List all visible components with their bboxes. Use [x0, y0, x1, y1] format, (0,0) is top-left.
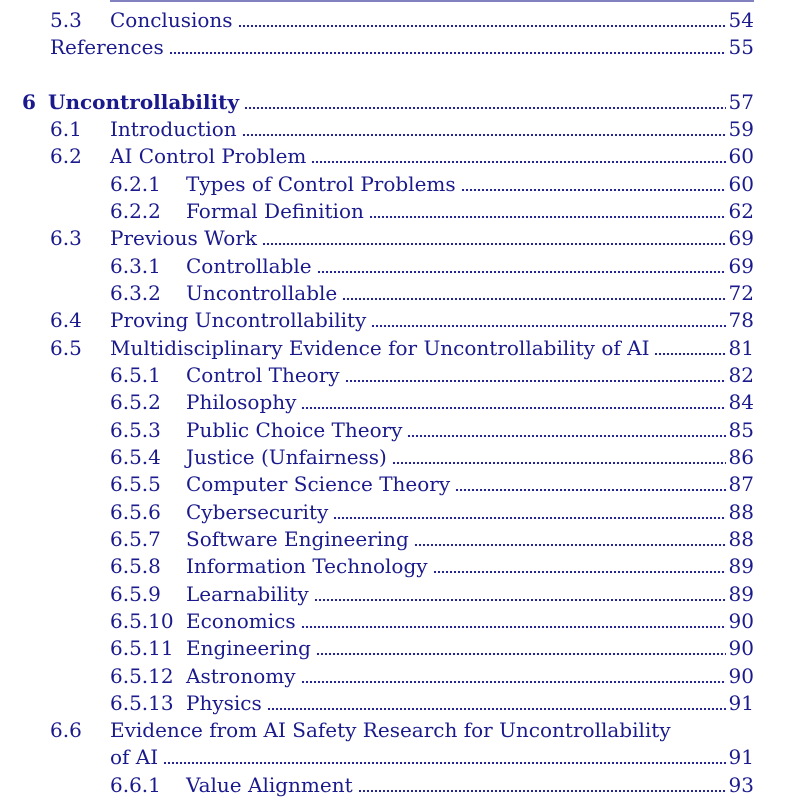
toc-entry-title: Software Engineering: [186, 527, 409, 551]
toc-entry-title: Engineering: [186, 636, 311, 660]
toc-leader-dots: [301, 681, 726, 683]
toc-entry[interactable]: [50, 4, 754, 31]
toc-entry-title: Previous Work: [110, 226, 258, 250]
toc-leader-dots: [358, 790, 726, 792]
toc-leader-dots: [316, 653, 726, 655]
toc-leader-dots: [163, 762, 725, 764]
toc-entry-page: 78: [728, 308, 754, 332]
toc-entry[interactable]: [110, 523, 754, 550]
toc-leader-dots: [392, 462, 726, 464]
toc-leader-dots: [433, 571, 726, 573]
toc-entry-number: 6.6: [50, 718, 82, 742]
toc-entry-number: 6.5.10: [110, 609, 174, 633]
toc-entry-page: 60: [728, 172, 754, 196]
toc-entry-page: 57: [728, 90, 754, 114]
toc-entry-number: 6.5.12: [110, 664, 174, 688]
toc-leader-dots: [238, 25, 726, 27]
toc-leader-dots: [333, 517, 725, 519]
toc-entry-title: Introduction: [110, 117, 237, 141]
toc-entry-title: Proving Uncontrollability: [110, 308, 367, 332]
toc-entry-page: 59: [728, 117, 754, 141]
toc-entry-title: Cybersecurity: [186, 500, 329, 524]
toc-entry-number: 6.5.6: [110, 500, 161, 524]
toc-entry-number: 6.1: [50, 117, 82, 141]
toc-entry-page: 91: [728, 691, 754, 715]
toc-leader-dots: [461, 189, 726, 191]
toc-entry-title: Multidisciplinary Evidence for Uncontrollability of AI: [110, 336, 650, 360]
toc-leader-dots: [311, 161, 725, 163]
toc-entry-number: 6.5.11: [110, 636, 174, 660]
toc-entry-number: 6.5.1: [110, 363, 161, 387]
toc-entry-title: Public Choice Theory: [186, 418, 403, 442]
toc-entry[interactable]: [110, 632, 754, 659]
toc-entry[interactable]: [50, 113, 754, 140]
toc-entry-page: 85: [728, 418, 754, 442]
toc-entry[interactable]: [110, 660, 754, 687]
toc-entry-title: Astronomy: [186, 664, 296, 688]
toc-entry[interactable]: [50, 222, 754, 249]
toc-entry-page: 55: [728, 35, 754, 59]
toc-entry[interactable]: [50, 140, 754, 167]
toc-entry-number: 6.5.7: [110, 527, 161, 551]
toc-entry-page: 90: [728, 609, 754, 633]
toc-entry-title: AI Control Problem: [110, 144, 307, 168]
toc-entry-page: 86: [728, 445, 754, 469]
toc-leader-dots: [369, 216, 726, 218]
toc-entry-number: 6.5.13: [110, 691, 174, 715]
toc-entry-title: Justice (Unfairness): [186, 445, 387, 469]
toc-entry-title: Physics: [186, 691, 262, 715]
toc-entry-title: Control Theory: [186, 363, 340, 387]
toc-entry-page: 90: [728, 636, 754, 660]
toc-entry-number: 6.5.4: [110, 445, 161, 469]
toc-entry-title: Learnability: [186, 582, 309, 606]
toc-entry[interactable]: [110, 359, 754, 386]
toc-leader-dots: [407, 435, 725, 437]
toc-entry-page: 81: [728, 336, 754, 360]
toc-entry[interactable]: [110, 687, 754, 714]
toc-entry-page: 88: [728, 500, 754, 524]
toc-entry-title: Uncontrollable: [186, 281, 338, 305]
toc-entry-title: of AI: [110, 745, 159, 769]
toc-entry[interactable]: [110, 441, 754, 468]
clipped-previous-line: [110, 0, 754, 3]
toc-leader-dots: [371, 325, 725, 327]
toc-entry-number: 6.5.3: [110, 418, 161, 442]
toc-entry[interactable]: [110, 550, 754, 577]
toc-entry-page: 62: [728, 199, 754, 223]
toc-entry-number: 6.3.2: [110, 281, 161, 305]
toc-entry-title: References: [50, 35, 164, 59]
toc-entry-page: 93: [728, 773, 754, 797]
toc-entry[interactable]: [50, 31, 754, 58]
toc-entry-number: 6.4: [50, 308, 82, 332]
toc-entry-page: 84: [728, 390, 754, 414]
toc-leader-dots: [345, 380, 726, 382]
toc-entry-number: 6.5.9: [110, 582, 161, 606]
toc-entry-number: 6.3.1: [110, 254, 161, 278]
toc-entry-title: Uncontrollability: [48, 90, 239, 114]
toc-entry[interactable]: [110, 386, 754, 413]
toc-leader-dots: [342, 298, 725, 300]
toc-entry-page: 87: [728, 472, 754, 496]
toc-entry-page: 69: [728, 254, 754, 278]
toc-entry-title: Types of Control Problems: [186, 172, 456, 196]
toc-leader-dots: [654, 353, 725, 355]
toc-entry-number: 6.5.8: [110, 554, 161, 578]
toc-entry[interactable]: [50, 741, 754, 768]
toc-leader-dots: [301, 407, 725, 409]
toc-leader-dots: [244, 107, 726, 109]
toc-entry[interactable]: [110, 769, 754, 796]
toc-entry-page: 90: [728, 664, 754, 688]
toc-entry-title: Information Technology: [186, 554, 428, 578]
toc-leader-dots: [262, 243, 726, 245]
toc-leader-dots: [317, 271, 726, 273]
toc-entry-number: 6.3: [50, 226, 82, 250]
toc-entry-number: 6.5: [50, 336, 82, 360]
toc-entry-title: Conclusions: [110, 8, 233, 32]
toc-entry-page: 72: [728, 281, 754, 305]
toc-entry[interactable]: [110, 414, 754, 441]
toc-leader-dots: [242, 134, 726, 136]
toc-entry-title: Evidence from AI Safety Research for Uncontrollability: [110, 718, 671, 742]
toc-entry-title: Economics: [186, 609, 296, 633]
toc-entry-page: 91: [728, 745, 754, 769]
toc-leader-dots: [314, 599, 726, 601]
toc-entry-number: 6.6.1: [110, 773, 161, 797]
toc-entry[interactable]: [110, 605, 754, 632]
toc-entry-page: 88: [728, 527, 754, 551]
toc-entry[interactable]: [110, 468, 754, 495]
toc-entry-page: 69: [728, 226, 754, 250]
toc-entry[interactable]: [110, 195, 754, 222]
toc-leader-dots: [301, 626, 726, 628]
toc-leader-dots: [169, 52, 726, 54]
toc-entry-number: 6.2: [50, 144, 82, 168]
toc-entry-page: 89: [728, 582, 754, 606]
toc-entry-title: Computer Science Theory: [186, 472, 451, 496]
toc-entry[interactable]: [110, 168, 754, 195]
toc-leader-dots: [267, 708, 726, 710]
toc-entry-number: 6.5.2: [110, 390, 161, 414]
toc-entry[interactable]: [50, 304, 754, 331]
toc-leader-dots: [455, 489, 725, 491]
toc-entry[interactable]: [110, 250, 754, 277]
toc-entry-page: 89: [728, 554, 754, 578]
toc-entry[interactable]: [50, 332, 754, 359]
toc-entry-number: 6.2.2: [110, 199, 161, 223]
toc-leader-dots: [414, 544, 726, 546]
toc-entry[interactable]: [110, 496, 754, 523]
toc-entry-number: 5.3: [50, 8, 82, 32]
toc-entry-page: 60: [728, 144, 754, 168]
toc-entry-number: 6.5.5: [110, 472, 161, 496]
toc-entry-number: 6.2.1: [110, 172, 161, 196]
toc-entry-number: 6: [22, 90, 36, 114]
toc-entry-title: Formal Definition: [186, 199, 364, 223]
toc-entry-title: Controllable: [186, 254, 312, 278]
toc-entry-page: 82: [728, 363, 754, 387]
toc-entry[interactable]: [110, 277, 754, 304]
toc-entry-page: 54: [728, 8, 754, 32]
toc-entry-title: Philosophy: [186, 390, 297, 414]
toc-entry[interactable]: [22, 86, 754, 113]
toc-entry-title: Value Alignment: [186, 773, 353, 797]
toc-entry[interactable]: [110, 578, 754, 605]
toc-entry[interactable]: [50, 714, 754, 741]
